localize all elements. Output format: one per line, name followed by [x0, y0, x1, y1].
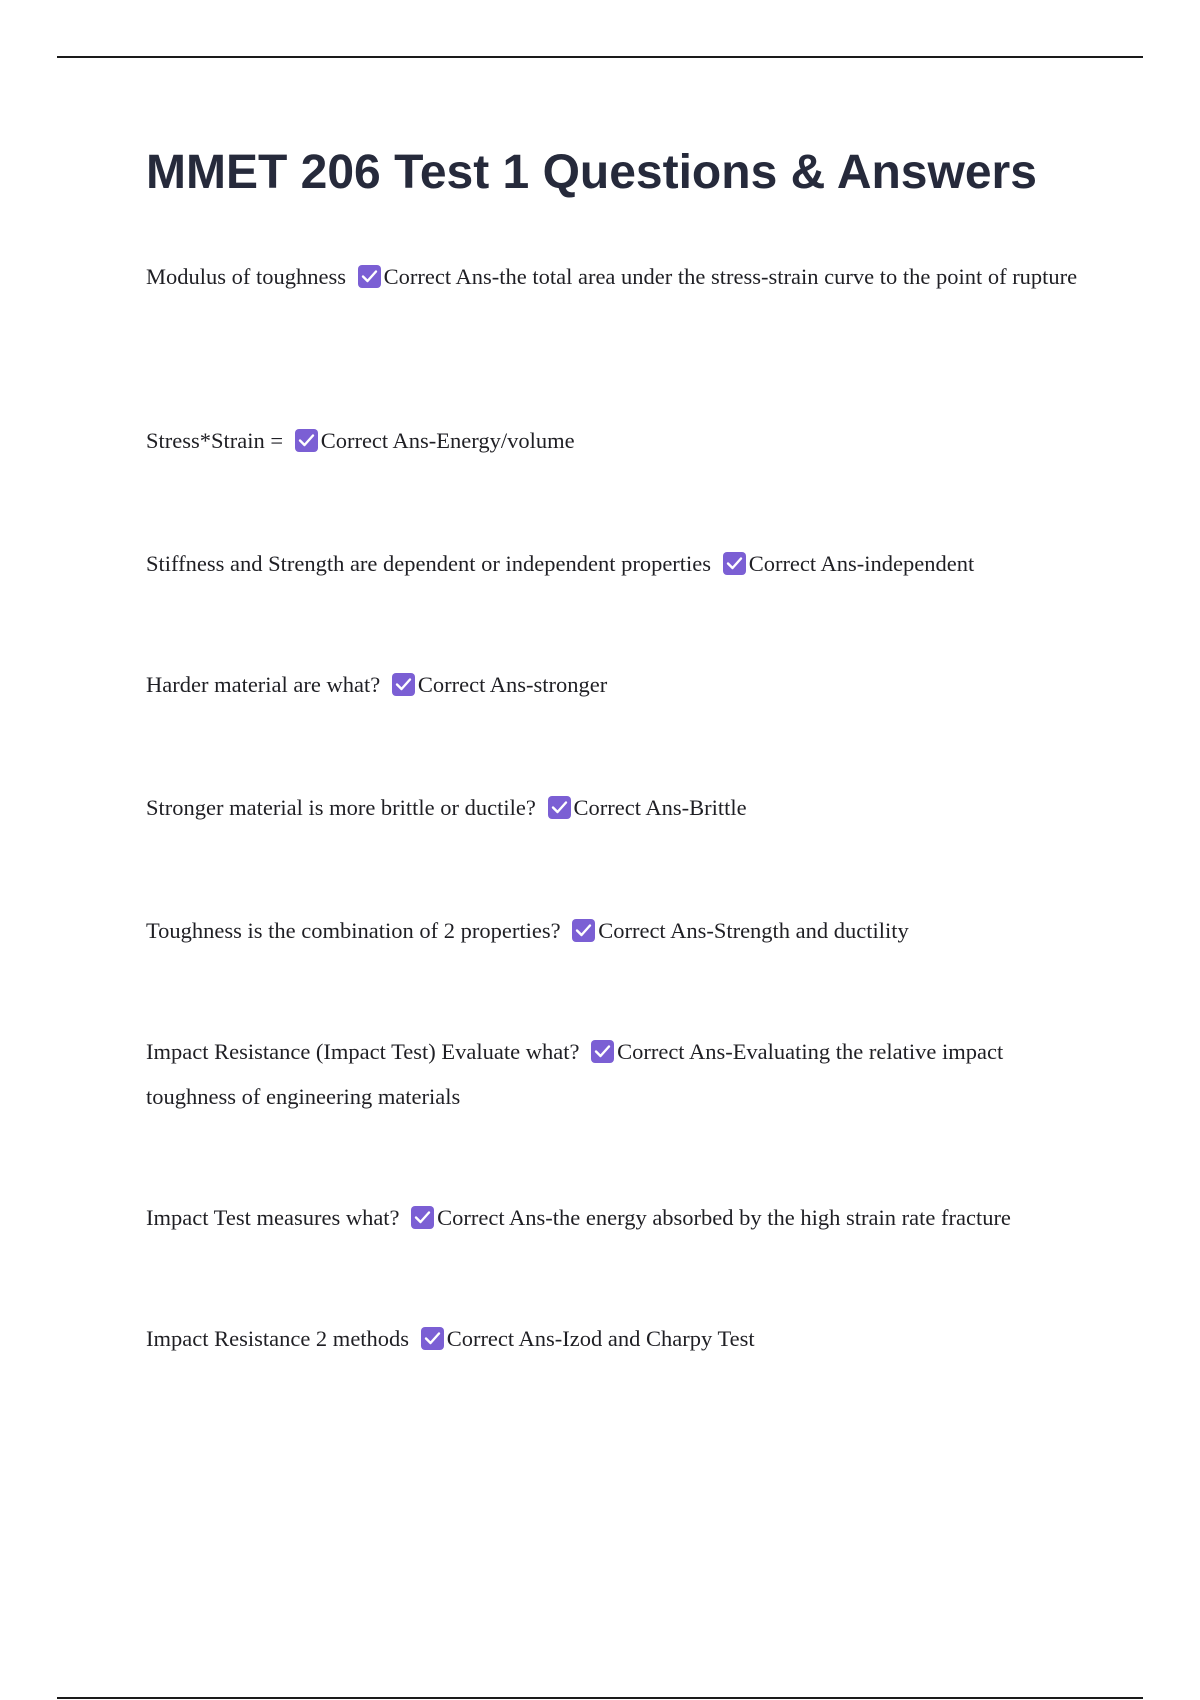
checkbox-checked-icon — [572, 919, 595, 942]
checkbox-checked-icon — [358, 265, 381, 288]
question-text: Stress*Strain = — [146, 428, 284, 453]
question-text: Stronger material is more brittle or ductile? — [146, 795, 536, 820]
answer-text: Correct Ans-Energy/volume — [320, 428, 575, 453]
checkbox-checked-icon — [723, 552, 746, 575]
question-text: Stiffness and Strength are dependent or independent properties — [146, 551, 712, 576]
qa-item — [146, 1195, 1086, 1240]
answer-text: Correct Ans-Brittle — [573, 795, 747, 820]
question-text: Impact Resistance (Impact Test) Evaluate what? — [146, 1039, 580, 1064]
answer-text: Correct Ans-independent — [748, 551, 975, 576]
qa-item — [146, 908, 1086, 953]
checkbox-checked-icon — [421, 1327, 444, 1350]
qa-item — [146, 662, 1086, 707]
checkbox-checked-icon — [295, 429, 318, 452]
answer-text: Correct Ans-Evaluating the relative impact toughness of engineering materials — [146, 1039, 1004, 1109]
question-text: Impact Resistance 2 methods — [146, 1326, 410, 1351]
checkbox-checked-icon — [392, 673, 415, 696]
question-text: Harder material are what? — [146, 672, 381, 697]
answer-text: Correct Ans-the total area under the stress-strain curve to the point of rupture — [383, 264, 1078, 289]
qa-item — [146, 1029, 1086, 1119]
answer-text: Correct Ans-stronger — [417, 672, 608, 697]
bottom-rule — [57, 1697, 1143, 1699]
answer-text: Correct Ans-Strength and ductility — [598, 918, 909, 943]
qa-item — [146, 418, 1086, 463]
checkbox-checked-icon — [548, 796, 571, 819]
qa-item — [146, 254, 1086, 299]
question-text: Impact Test measures what? — [146, 1205, 400, 1230]
question-text: Modulus of toughness — [146, 264, 347, 289]
top-rule — [57, 56, 1143, 58]
checkbox-checked-icon — [591, 1040, 614, 1063]
qa-item — [146, 785, 1086, 830]
answer-text: Correct Ans-Izod and Charpy Test — [446, 1326, 755, 1351]
checkbox-checked-icon — [411, 1206, 434, 1229]
answer-text: Correct Ans-the energy absorbed by the high strain rate fracture — [437, 1205, 1011, 1230]
question-text: Toughness is the combination of 2 properties? — [146, 918, 561, 943]
page-title: MMET 206 Test 1 Questions & Answers — [146, 146, 1037, 199]
qa-item — [146, 541, 1086, 586]
qa-item — [146, 1316, 1086, 1361]
